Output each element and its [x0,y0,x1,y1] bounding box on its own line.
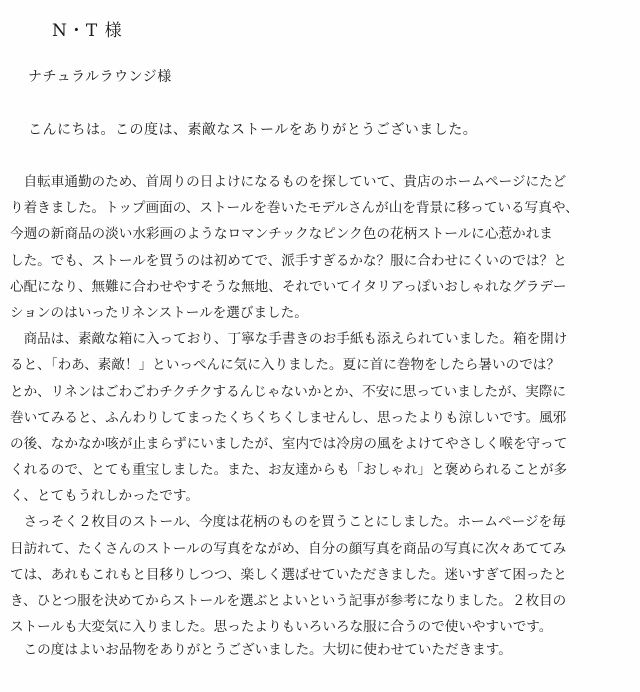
recipient-initials: N・T 様 [52,21,123,41]
closing-line: この度はよいお品物をありがとうございました。大切に使わせていただきます。 [10,642,512,658]
body-line: 巻いてみると、ふんわりしてまったくちくちくしませんし、思ったよりも涼しいです。風邪 [10,409,567,426]
body-line: さっそく２枚目のストール、今度は花柄のものを買うことにしました。ホームページを毎 [10,514,566,531]
body-line: した。でも、ストールを買うのは初めてで、派手すぎるかな？服に合わせにくいのでは？と [10,252,567,269]
body-line: く、とてもうれしかったです。 [10,488,199,505]
body-line: ストールも大変気に入りました。思ったよりもいろいろな服に合うので使いやすいです。 [10,619,553,636]
body-line: 自転車通勤のため、首周りの日よけになるものを探していて、貴店のホームページにたど [10,174,567,190]
body-line: の後、なかなか咳が止まらずにいましたが、室内では冷房の風をよけてやさしく喉を守って [10,435,568,452]
body-line: 日訪れて、たくさんのストールの写真をながめ、自分の顔写真を商品の写真に次々あててみ [10,540,567,557]
body-line: とか、リネンはごわごわチクチクするんじゃないかとか、不安に思っていましたが、実際に [10,383,566,400]
body-line: り着きました。トップ画面の、ストールを巻いたモデルさんが山を背景に移っている写真や、 [10,200,579,217]
greeting-line: こんにちは。この度は、素敵なストールをありがとうございました。 [28,122,478,138]
body-line: ると、「わあ、素敵！」といっぺんに気に入りました。夏に首に巻物をしたら暑いのでは？ [10,357,560,374]
letter-body [10,169,634,640]
body-line: くれるので、とても重宝しました。また、お友達からも「おしゃれ」と褒められることが多 [10,462,568,479]
body-line: き、ひとつ服を決めてからストールを選ぶとよいという記事が参考になりました。２枚目の [10,593,567,609]
body-line: 商品は、素敵な箱に入っており、丁寧な手書きのお手紙も添えられていました。箱を開け [10,331,568,348]
shop-salutation: ナチュラルラウンジ様 [28,69,172,85]
body-line: ては、あれもこれもと目移りしつつ、楽しく選ばせていただきました。迷いすぎて困ったと [10,566,567,583]
body-line: 心配になり、無難に合わせやすそうな無地、それでいてイタリアっぽいおしゃれなグラデー [10,278,567,295]
body-line: ションのはいったリネンストールを選びました。 [10,304,308,321]
body-line: 今週の新商品の淡い水彩画のようなロマンチックなピンク色の花柄ストールに心惹かれま [10,226,553,243]
